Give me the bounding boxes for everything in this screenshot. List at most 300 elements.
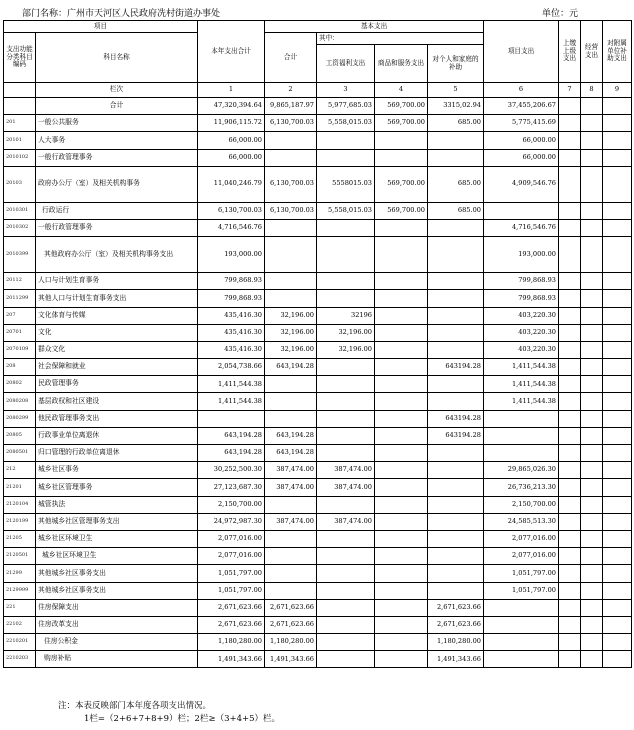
row-empty-cell xyxy=(603,166,632,202)
row-project-value xyxy=(484,445,559,462)
row-basic-value xyxy=(265,376,317,393)
row-code: 2080501 xyxy=(4,445,36,462)
row-empty-cell xyxy=(581,582,603,599)
row-empty-cell xyxy=(559,290,581,307)
row-empty-cell xyxy=(603,324,632,341)
row-code: 2120501 xyxy=(4,548,36,565)
row-empty-cell xyxy=(603,132,632,149)
row-empty-cell xyxy=(603,462,632,479)
row-total-value: 2,077,016.00 xyxy=(198,548,265,565)
row-goods-value xyxy=(375,616,428,633)
row-project-value: 1,411,544.38 xyxy=(484,376,559,393)
row-goods-value: 569,700.00 xyxy=(375,115,428,132)
row-basic-value: 2,671,623.66 xyxy=(265,616,317,633)
row-empty-cell xyxy=(581,166,603,202)
row-code: 2080299 xyxy=(4,410,36,427)
row-wage-value xyxy=(317,599,375,616)
row-wage-value: 5,558,015.03 xyxy=(317,202,375,219)
header-project-expenditure: 项目支出 xyxy=(484,21,559,83)
row-empty-cell xyxy=(581,651,603,668)
row-project-value: 1,051,797.00 xyxy=(484,565,559,582)
row-code: 20802 xyxy=(4,376,36,393)
row-empty-cell xyxy=(603,445,632,462)
note-line: 1栏=（2+6+7+8+9）栏；2栏≥（3+4+5）栏。 xyxy=(84,714,281,724)
table-row xyxy=(4,462,632,479)
row-total-value: 2,671,623.66 xyxy=(198,599,265,616)
row-project-value: 2,077,016.00 xyxy=(484,530,559,547)
table-row xyxy=(4,410,632,427)
row-basic-value: 643,194.28 xyxy=(265,359,317,376)
row-code: 20103 xyxy=(4,166,36,202)
row-project-value: 4,716,546.76 xyxy=(484,219,559,236)
row-empty-cell xyxy=(559,273,581,290)
row-basic-value: 643,194.28 xyxy=(265,445,317,462)
row-name: 行政事业单位离退休 xyxy=(36,427,198,444)
row-code: 2080208 xyxy=(4,393,36,410)
row-code: 2010301 xyxy=(4,202,36,219)
row-name: 他民政管理事务支出 xyxy=(36,410,198,427)
row-basic-value xyxy=(265,565,317,582)
row-code: 21299 xyxy=(4,565,36,582)
table-row xyxy=(4,237,632,273)
row-personal-value: 685.00 xyxy=(428,115,484,132)
row-personal-value: 2,671,623.66 xyxy=(428,599,484,616)
row-basic-value: 6,130,700.03 xyxy=(265,202,317,219)
row-basic-value xyxy=(265,219,317,236)
row-name: 行政运行 xyxy=(36,202,198,219)
row-empty-cell xyxy=(559,376,581,393)
table-row xyxy=(4,616,632,633)
row-personal-value: 1,180,280.00 xyxy=(428,634,484,651)
row-wage-value xyxy=(317,565,375,582)
row-code: 2120104 xyxy=(4,496,36,513)
row-empty-cell xyxy=(581,202,603,219)
index-num: 1 xyxy=(198,83,265,98)
row-project-value xyxy=(484,410,559,427)
row-total-value: 1,051,797.00 xyxy=(198,565,265,582)
header-among: 其中： xyxy=(317,33,484,45)
row-wage-value: 5558015.03 xyxy=(317,166,375,202)
row-wage-value: 32,196.00 xyxy=(317,324,375,341)
header-business: 经营支出 xyxy=(581,21,603,83)
row-basic-value xyxy=(265,149,317,166)
row-goods-value xyxy=(375,324,428,341)
row-project-value: 5,775,415.69 xyxy=(484,115,559,132)
row-personal-value: 2,671,623.66 xyxy=(428,616,484,633)
row-personal-value xyxy=(428,341,484,358)
row-goods-value xyxy=(375,376,428,393)
row-goods-value xyxy=(375,341,428,358)
row-personal-value xyxy=(428,496,484,513)
header-name: 科目名称 xyxy=(36,33,198,83)
row-name: 其他城乡社区管理事务支出 xyxy=(36,513,198,530)
table-row xyxy=(4,393,632,410)
row-basic-value xyxy=(265,496,317,513)
row-empty-cell xyxy=(581,599,603,616)
row-empty-cell xyxy=(559,410,581,427)
row-code xyxy=(4,98,36,115)
row-basic-value xyxy=(265,530,317,547)
row-project-value: 26,736,213.30 xyxy=(484,479,559,496)
row-personal-value xyxy=(428,513,484,530)
row-goods-value xyxy=(375,273,428,290)
row-goods-value xyxy=(375,410,428,427)
table-row xyxy=(4,582,632,599)
row-code: 2011299 xyxy=(4,290,36,307)
row-wage-value xyxy=(317,149,375,166)
row-name: 民政管理事务 xyxy=(36,376,198,393)
row-wage-value xyxy=(317,376,375,393)
row-name: 基层政权和社区建设 xyxy=(36,393,198,410)
row-total-value xyxy=(198,410,265,427)
row-total-value: 2,671,623.66 xyxy=(198,616,265,633)
row-name: 其他政府办公厅（室）及相关机构事务支出 xyxy=(36,237,198,273)
row-personal-value xyxy=(428,219,484,236)
expenditure-table xyxy=(3,20,632,668)
index-label: 栏次 xyxy=(36,83,198,98)
row-basic-value xyxy=(265,132,317,149)
row-total-value: 2,054,738.66 xyxy=(198,359,265,376)
row-project-value xyxy=(484,651,559,668)
row-goods-value xyxy=(375,445,428,462)
row-personal-value: 3315,02.94 xyxy=(428,98,484,115)
row-basic-value: 387,474.00 xyxy=(265,462,317,479)
row-empty-cell xyxy=(559,634,581,651)
row-code: 20112 xyxy=(4,273,36,290)
table-row xyxy=(4,548,632,565)
row-wage-value: 32,196.00 xyxy=(317,341,375,358)
row-code: 221 xyxy=(4,599,36,616)
index-num: 5 xyxy=(428,83,484,98)
row-personal-value: 1,491,343.66 xyxy=(428,651,484,668)
row-project-value: 403,220.30 xyxy=(484,307,559,324)
table-row xyxy=(4,513,632,530)
row-code: 2070109 xyxy=(4,341,36,358)
row-goods-value xyxy=(375,462,428,479)
row-total-value: 799,868.93 xyxy=(198,290,265,307)
row-personal-value xyxy=(428,548,484,565)
row-total-value: 1,411,544.38 xyxy=(198,393,265,410)
row-goods-value xyxy=(375,582,428,599)
row-empty-cell xyxy=(581,410,603,427)
document-header xyxy=(0,4,634,20)
row-code: 2210203 xyxy=(4,651,36,668)
row-wage-value: 387,474.00 xyxy=(317,462,375,479)
row-basic-value: 387,474.00 xyxy=(265,479,317,496)
index-num: 9 xyxy=(603,83,632,98)
row-total-value: 2,077,016.00 xyxy=(198,530,265,547)
row-empty-cell xyxy=(559,202,581,219)
row-basic-value: 6,130,700.03 xyxy=(265,166,317,202)
row-wage-value: 32196 xyxy=(317,307,375,324)
row-empty-cell xyxy=(603,410,632,427)
row-empty-cell xyxy=(581,359,603,376)
row-total-value: 643,194.28 xyxy=(198,445,265,462)
row-project-value xyxy=(484,427,559,444)
row-goods-value xyxy=(375,496,428,513)
table-row xyxy=(4,307,632,324)
row-empty-cell xyxy=(559,149,581,166)
row-code: 2129999 xyxy=(4,582,36,599)
row-empty-cell xyxy=(581,565,603,582)
row-empty-cell xyxy=(559,599,581,616)
row-project-value: 37,455,206.67 xyxy=(484,98,559,115)
row-empty-cell xyxy=(581,290,603,307)
row-wage-value xyxy=(317,651,375,668)
row-basic-value: 643,194.28 xyxy=(265,427,317,444)
row-empty-cell xyxy=(603,237,632,273)
row-empty-cell xyxy=(559,496,581,513)
row-personal-value xyxy=(428,445,484,462)
row-personal-value xyxy=(428,376,484,393)
row-goods-value xyxy=(375,427,428,444)
row-name: 其他人口与计划生育事务支出 xyxy=(36,290,198,307)
row-code: 2120199 xyxy=(4,513,36,530)
row-empty-cell xyxy=(581,115,603,132)
row-project-value: 1,051,797.00 xyxy=(484,582,559,599)
row-project-value: 1,411,544.38 xyxy=(484,359,559,376)
row-wage-value xyxy=(317,548,375,565)
row-total-value: 47,320,394.64 xyxy=(198,98,265,115)
row-empty-cell xyxy=(581,634,603,651)
row-empty-cell xyxy=(559,393,581,410)
row-project-value xyxy=(484,599,559,616)
department-name: 部门名称：广州市天河区人民政府冼村街道办事处 xyxy=(22,9,221,19)
row-total-value: 30,252,500.30 xyxy=(198,462,265,479)
row-personal-value xyxy=(428,479,484,496)
row-wage-value xyxy=(317,290,375,307)
row-code: 20101 xyxy=(4,132,36,149)
row-personal-value: 643194.28 xyxy=(428,410,484,427)
row-name: 城乡社区事务 xyxy=(36,462,198,479)
row-empty-cell xyxy=(603,307,632,324)
row-personal-value xyxy=(428,462,484,479)
row-wage-value xyxy=(317,445,375,462)
row-empty-cell xyxy=(603,202,632,219)
table-row xyxy=(4,479,632,496)
row-total-value: 24,972,987.30 xyxy=(198,513,265,530)
row-name: 其他城乡社区事务支出 xyxy=(36,565,198,582)
row-goods-value: 569,700.00 xyxy=(375,202,428,219)
index-num: 6 xyxy=(484,83,559,98)
table-row xyxy=(4,98,632,115)
row-empty-cell xyxy=(603,616,632,633)
table-row xyxy=(4,202,632,219)
row-empty-cell xyxy=(603,393,632,410)
row-name: 城管执法 xyxy=(36,496,198,513)
table-row xyxy=(4,149,632,166)
row-goods-value xyxy=(375,634,428,651)
row-name: 一般行政管理事务 xyxy=(36,219,198,236)
row-project-value xyxy=(484,634,559,651)
row-empty-cell xyxy=(581,307,603,324)
row-total-value: 435,416.30 xyxy=(198,341,265,358)
row-empty-cell xyxy=(559,324,581,341)
row-project-value: 29,865,026.30 xyxy=(484,462,559,479)
index-num: 7 xyxy=(559,83,581,98)
row-code: 21201 xyxy=(4,479,36,496)
index-num: 3 xyxy=(317,83,375,98)
row-name: 社会保障和就业 xyxy=(36,359,198,376)
table-row xyxy=(4,219,632,236)
table-row xyxy=(4,341,632,358)
row-wage-value xyxy=(317,132,375,149)
row-empty-cell xyxy=(581,149,603,166)
row-empty-cell xyxy=(581,324,603,341)
row-personal-value xyxy=(428,307,484,324)
row-wage-value xyxy=(317,530,375,547)
table-row xyxy=(4,359,632,376)
row-personal-value: 685.00 xyxy=(428,166,484,202)
row-empty-cell xyxy=(559,359,581,376)
header-personal: 对个人和家庭的补助 xyxy=(428,45,484,83)
row-goods-value xyxy=(375,307,428,324)
row-name: 人大事务 xyxy=(36,132,198,149)
row-empty-cell xyxy=(559,445,581,462)
row-personal-value: 685.00 xyxy=(428,202,484,219)
row-empty-cell xyxy=(559,582,581,599)
row-empty-cell xyxy=(603,219,632,236)
row-project-value: 193,000.00 xyxy=(484,237,559,273)
row-project-value xyxy=(484,616,559,633)
row-basic-value xyxy=(265,548,317,565)
row-basic-value: 1,491,343.66 xyxy=(265,651,317,668)
table-row xyxy=(4,376,632,393)
header-total: 本年支出合计 xyxy=(198,21,265,83)
row-project-value: 2,077,016.00 xyxy=(484,548,559,565)
row-empty-cell xyxy=(581,219,603,236)
row-empty-cell xyxy=(559,166,581,202)
index-row xyxy=(4,83,632,98)
row-personal-value xyxy=(428,393,484,410)
row-total-value: 193,000.00 xyxy=(198,237,265,273)
row-name: 城乡社区环境卫生 xyxy=(36,548,198,565)
table-row xyxy=(4,634,632,651)
header-basic-sum: 合计 xyxy=(265,33,317,83)
row-basic-value: 2,671,623.66 xyxy=(265,599,317,616)
row-basic-value: 9,865,187.97 xyxy=(265,98,317,115)
row-empty-cell xyxy=(603,290,632,307)
row-empty-cell xyxy=(559,237,581,273)
row-name: 住房改革支出 xyxy=(36,616,198,633)
row-wage-value xyxy=(317,393,375,410)
row-empty-cell xyxy=(559,219,581,236)
row-basic-value xyxy=(265,237,317,273)
index-num: 8 xyxy=(581,83,603,98)
row-total-value: 6,130,700.03 xyxy=(198,202,265,219)
row-project-value: 403,220.30 xyxy=(484,324,559,341)
row-empty-cell xyxy=(603,115,632,132)
row-basic-value xyxy=(265,273,317,290)
row-empty-cell xyxy=(581,376,603,393)
row-empty-cell xyxy=(559,427,581,444)
row-wage-value xyxy=(317,427,375,444)
row-personal-value: 643194.28 xyxy=(428,359,484,376)
row-empty-cell xyxy=(581,530,603,547)
row-basic-value xyxy=(265,410,317,427)
table-row xyxy=(4,115,632,132)
row-total-value: 1,411,544.38 xyxy=(198,376,265,393)
row-code: 2010302 xyxy=(4,219,36,236)
row-basic-value: 6,130,700.03 xyxy=(265,115,317,132)
table-row xyxy=(4,565,632,582)
row-empty-cell xyxy=(559,132,581,149)
row-goods-value: 569,700.00 xyxy=(375,166,428,202)
row-project-value: 799,868.93 xyxy=(484,273,559,290)
row-empty-cell xyxy=(581,427,603,444)
row-total-value: 66,000.00 xyxy=(198,132,265,149)
row-total-value: 1,180,280.00 xyxy=(198,634,265,651)
row-total-value: 11,906,115.72 xyxy=(198,115,265,132)
header-project: 项目 xyxy=(4,21,198,33)
row-total-value: 66,000.00 xyxy=(198,149,265,166)
row-personal-value xyxy=(428,273,484,290)
row-empty-cell xyxy=(581,445,603,462)
row-goods-value xyxy=(375,548,428,565)
row-wage-value: 5,977,685.03 xyxy=(317,98,375,115)
row-empty-cell xyxy=(603,634,632,651)
row-name: 合计 xyxy=(36,98,198,115)
row-name: 人口与计划生育事务 xyxy=(36,273,198,290)
row-goods-value xyxy=(375,393,428,410)
row-total-value: 799,868.93 xyxy=(198,273,265,290)
row-basic-value: 32,196.00 xyxy=(265,307,317,324)
table-row xyxy=(4,427,632,444)
row-empty-cell xyxy=(559,341,581,358)
row-name: 一般公共服务 xyxy=(36,115,198,132)
row-wage-value: 387,474.00 xyxy=(317,479,375,496)
row-personal-value xyxy=(428,565,484,582)
row-empty-cell xyxy=(581,462,603,479)
row-empty-cell xyxy=(603,651,632,668)
row-basic-value: 32,196.00 xyxy=(265,324,317,341)
row-empty-cell xyxy=(559,651,581,668)
row-personal-value xyxy=(428,530,484,547)
row-code: 2010102 xyxy=(4,149,36,166)
index-num: 2 xyxy=(265,83,317,98)
row-total-value: 435,416.30 xyxy=(198,324,265,341)
row-name: 政府办公厅（室）及相关机构事务 xyxy=(36,166,198,202)
row-empty-cell xyxy=(581,98,603,115)
index-num: 4 xyxy=(375,83,428,98)
row-name: 一般行政管理事务 xyxy=(36,149,198,166)
row-basic-value: 1,180,280.00 xyxy=(265,634,317,651)
row-personal-value xyxy=(428,132,484,149)
row-name: 其他城乡社区事务支出 xyxy=(36,582,198,599)
row-total-value: 1,051,797.00 xyxy=(198,582,265,599)
row-empty-cell xyxy=(559,98,581,115)
row-empty-cell xyxy=(603,496,632,513)
table-row xyxy=(4,651,632,668)
row-code: 208 xyxy=(4,359,36,376)
row-code: 212 xyxy=(4,462,36,479)
row-empty-cell xyxy=(559,462,581,479)
row-goods-value xyxy=(375,237,428,273)
row-wage-value xyxy=(317,634,375,651)
row-empty-cell xyxy=(581,341,603,358)
row-empty-cell xyxy=(581,513,603,530)
row-goods-value xyxy=(375,219,428,236)
table-row xyxy=(4,273,632,290)
table-notes xyxy=(58,700,280,726)
row-empty-cell xyxy=(603,479,632,496)
row-total-value: 2,150,700.00 xyxy=(198,496,265,513)
row-code: 20805 xyxy=(4,427,36,444)
row-total-value: 4,716,546.76 xyxy=(198,219,265,236)
row-empty-cell xyxy=(581,548,603,565)
row-project-value: 799,868.93 xyxy=(484,290,559,307)
header-upper: 上缴上级支出 xyxy=(559,21,581,83)
